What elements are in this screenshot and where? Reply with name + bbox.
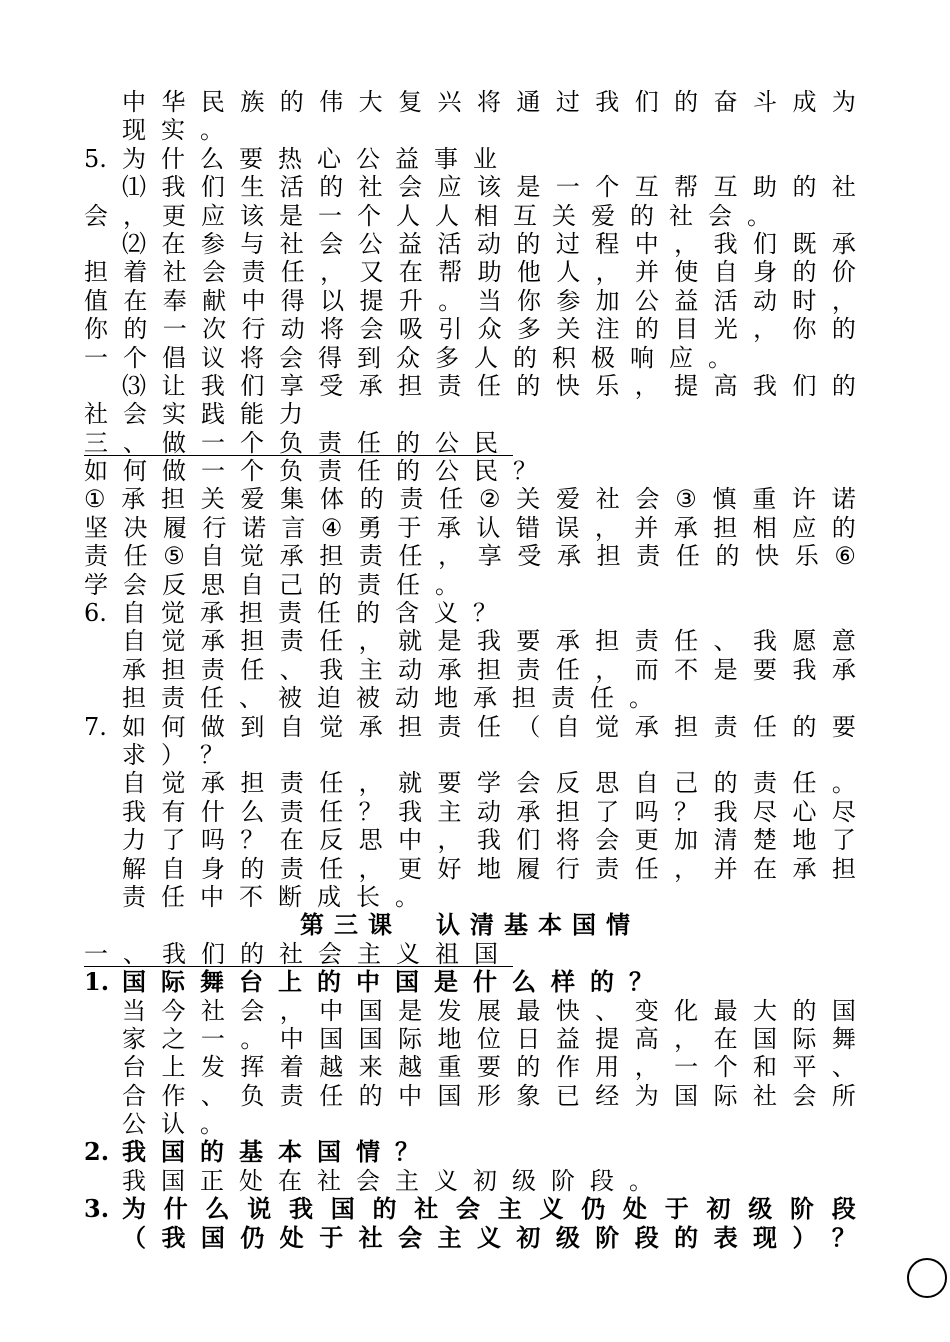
question-line (84, 145, 856, 173)
text-line (84, 855, 856, 883)
line-text: 社会实践能力 (84, 400, 318, 429)
line-text: 一个倡议将会得到众多人的积极响应。 (84, 343, 747, 372)
line-text: 自 觉 承 担 责 任 ， 就 要 学 会 反 思 自 己 的 责 任 。 (122, 769, 856, 798)
line-text: 担责任、被迫被动地承担责任。 (122, 684, 668, 713)
line-text: 学会反思自己的责任。 (84, 570, 474, 599)
text-line (84, 400, 856, 428)
line-text: 一、我们的社会主义祖国 (84, 939, 513, 968)
line-text: 求）？ (122, 740, 239, 769)
text-line (84, 230, 856, 258)
text-line (84, 1082, 856, 1110)
text-line (84, 315, 856, 343)
line-text: 台 上 发 挥 着 越 来 越 重 要 的 作 用 ， 一 个 和 平 、 (122, 1053, 856, 1082)
page-number-circle (907, 1258, 947, 1298)
line-text: 现实。 (122, 116, 239, 145)
text-line (84, 485, 856, 513)
text-line (84, 798, 856, 826)
line-text: （ 我 国 仍 处 于 社 会 主 义 初 级 阶 段 的 表 现 ） ？ (122, 1223, 856, 1252)
text-line (84, 116, 856, 144)
question-line (84, 1138, 856, 1166)
text-line (84, 88, 856, 116)
line-text: 合 作 、 负 责 任 的 中 国 形 象 已 经 为 国 际 社 会 所 (122, 1081, 856, 1110)
line-text: ⑵ 在 参 与 社 会 公 益 活 动 的 过 程 中 ， 我 们 既 承 (122, 229, 856, 258)
line-text: ① 承 担 关 爱 集 体 的 责 任 ② 关 爱 社 会 ③ 慎 重 许 诺 (84, 485, 856, 514)
line-text: 当 今 社 会 ， 中 国 是 发 展 最 快 、 变 化 最 大 的 国 (122, 996, 856, 1025)
line-text: 我国正处在社会主义初级阶段。 (122, 1166, 668, 1195)
question-number: 2. (84, 1138, 110, 1167)
question-number: 3. (84, 1195, 110, 1224)
text-line (84, 1110, 856, 1138)
line-text: 承 担 责 任 、 我 主 动 承 担 责 任 ， 而 不 是 要 我 承 (122, 655, 856, 684)
line-text: 家 之 一 。 中 国 国 际 地 位 日 益 提 高 ， 在 国 际 舞 (122, 1024, 856, 1053)
text-line (84, 287, 856, 315)
line-text: 如何做一个负责任的公民？ (84, 457, 552, 486)
line-text: 为 什 么 说 我 国 的 社 会 主 义 仍 处 于 初 级 阶 段 (122, 1195, 856, 1224)
line-text: 责任中不断成长。 (122, 882, 434, 911)
line-text: 中 华 民 族 的 伟 大 复 兴 将 通 过 我 们 的 奋 斗 成 为 (122, 88, 856, 116)
question-line (84, 599, 856, 627)
text-line (84, 202, 856, 230)
text-line (84, 826, 856, 854)
line-text: 责 任 ⑤ 自 觉 承 担 责 任 ， 享 受 承 担 责 任 的 快 乐 ⑥ (84, 542, 856, 571)
text-line (84, 769, 856, 797)
text-line (84, 372, 856, 400)
lesson-title: 第三课 认清基本国情 (300, 911, 640, 940)
question-number: 7. (84, 712, 107, 741)
text-line (84, 997, 856, 1025)
text-line (84, 542, 856, 570)
text-line (84, 684, 856, 712)
line-text: 力 了 吗 ？ 在 反 思 中 ， 我 们 将 会 更 加 清 楚 地 了 (122, 826, 856, 855)
text-line (84, 627, 856, 655)
text-line (84, 457, 856, 485)
line-text: 我 有 什 么 责 任 ？ 我 主 动 承 担 了 吗 ？ 我 尽 心 尽 (122, 797, 856, 826)
section-heading (84, 940, 856, 968)
text-line (84, 741, 856, 769)
line-text: 如 何 做 到 自 觉 承 担 责 任 （ 自 觉 承 担 责 任 的 要 (122, 712, 856, 741)
text-line (84, 656, 856, 684)
text-line (84, 1025, 856, 1053)
question-line (84, 968, 856, 996)
line-text: 担 着 社 会 责 任 ， 又 在 帮 助 他 人 ， 并 使 自 身 的 价 (84, 258, 856, 287)
question-number: 6. (84, 599, 107, 628)
line-text: 值 在 奉 献 中 得 以 提 升 。 当 你 参 加 公 益 活 动 时 ， (84, 286, 856, 315)
line-text: 我国的基本国情？ (122, 1138, 434, 1167)
line-text: ⑶ 让 我 们 享 受 承 担 责 任 的 快 乐 ， 提 高 我 们 的 (122, 371, 856, 400)
line-text: 自觉承担责任的含义？ (122, 599, 512, 628)
line-text: 解 自 身 的 责 任 ， 更 好 地 履 行 责 任 ， 并 在 承 担 (122, 854, 856, 883)
line-text: 公认。 (122, 1110, 239, 1139)
question-number: 1. (84, 968, 110, 997)
text-line (84, 514, 856, 542)
document-page (84, 88, 856, 1252)
text-line (84, 883, 856, 911)
text-line (84, 1167, 856, 1195)
text-line (84, 1053, 856, 1081)
line-text: 国际舞台上的中国是什么样的？ (122, 968, 668, 997)
line-text: 自 觉 承 担 责 任 ， 就 是 我 要 承 担 责 任 、 我 愿 意 (122, 627, 856, 656)
line-text: 会，更应该是一个人人相互关爱的社会。 (84, 201, 786, 230)
text-line (84, 344, 856, 372)
line-text: 你 的 一 次 行 动 将 会 吸 引 众 多 关 注 的 目 光 ， 你 的 (84, 315, 856, 344)
text-line (84, 1224, 856, 1252)
text-line (84, 173, 856, 201)
line-text: ⑴ 我 们 生 活 的 社 会 应 该 是 一 个 互 帮 互 助 的 社 (122, 173, 856, 202)
section-heading (84, 429, 856, 457)
text-line (84, 571, 856, 599)
question-line (84, 1195, 856, 1223)
line-text: 三、做一个负责任的公民 (84, 428, 513, 457)
question-number: 5. (84, 144, 107, 173)
text-line (84, 258, 856, 286)
line-text: 为什么要热心公益事业 (122, 144, 512, 173)
question-line (84, 713, 856, 741)
line-text: 坚 决 履 行 诺 言 ④ 勇 于 承 认 错 误 ， 并 承 担 相 应 的 (84, 513, 856, 542)
